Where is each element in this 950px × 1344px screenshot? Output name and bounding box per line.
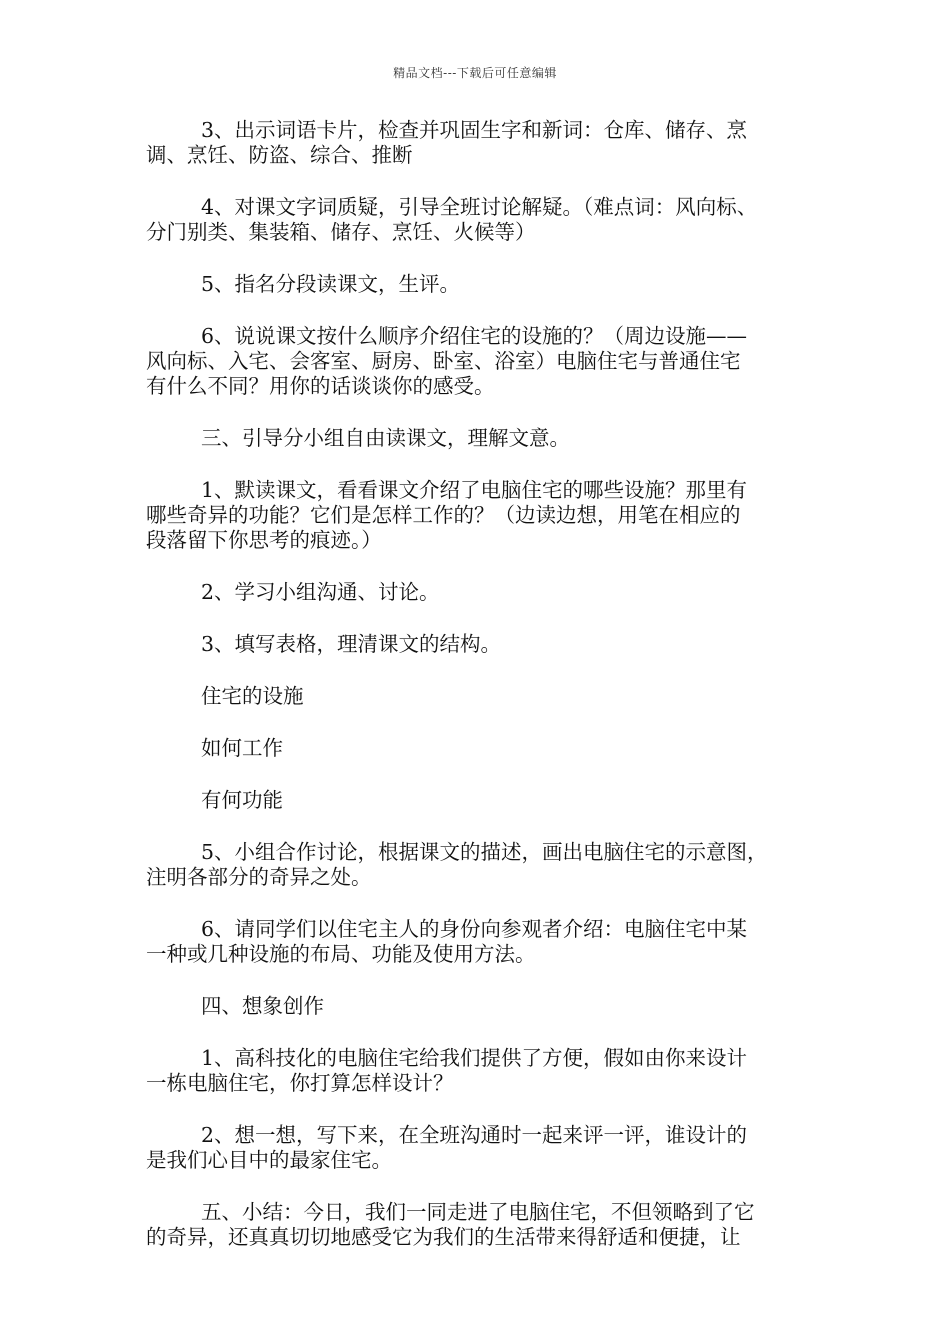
paragraph [146,478,836,553]
paragraph-line: 3、填写表格，理清课文的结构。 [201,632,502,656]
paragraph-line: 有什么不同？用你的话谈谈你的感受。 [146,374,495,398]
paragraph-line: 6、请同学们以住宅主人的身份向参观者介绍：电脑住宅中某 [201,917,748,941]
paragraph-line: 段落留下你思考的痕迹。） [146,528,382,552]
paragraph-line: 1、高科技化的电脑住宅给我们提供了方便，假如由你来设计 [201,1046,748,1070]
document-body [146,118,836,1277]
paragraph-line: 注明各部分的奇异之处。 [146,865,372,889]
paragraph [146,994,836,1019]
paragraph [146,426,836,451]
paragraph-line: 分门别类、集装箱、储存、烹饪、火候等） [146,220,536,244]
paragraph [146,580,836,605]
paragraph [146,917,836,967]
paragraph-line: 1、默读课文，看看课文介绍了电脑住宅的哪些设施？那里有 [201,478,748,502]
paragraph [146,684,836,709]
paragraph-line: 有何功能 [201,788,283,812]
paragraph-line: 5、小组合作讨论，根据课文的描述，画出电脑住宅的示意图， [201,840,768,864]
paragraph [146,736,836,761]
paragraph [146,1123,836,1173]
paragraph-line: 风向标、入宅、会客室、厨房、卧室、浴室）电脑住宅与普通住宅 [146,349,741,373]
paragraph [146,788,836,813]
page-header: 精品文档---下载后可任意编辑 [393,66,557,80]
paragraph-line: 住宅的设施 [201,684,304,708]
paragraph [146,840,836,890]
paragraph [146,632,836,657]
paragraph-line: 调、烹饪、防盗、综合、推断 [146,143,413,167]
paragraph-line: 2、学习小组沟通、讨论。 [201,580,440,604]
paragraph-line: 是我们心目中的最家住宅。 [146,1148,392,1172]
paragraph [146,1046,836,1096]
paragraph [146,118,836,168]
paragraph-line: 的奇异，还真真切切地感受它为我们的生活带来得舒适和便捷，让 [146,1225,741,1249]
paragraph [146,1200,836,1250]
paragraph [146,324,836,399]
paragraph-line: 一栋电脑住宅，你打算怎样设计？ [146,1071,454,1095]
paragraph-line: 如何工作 [201,736,283,760]
paragraph-line: 4、对课文字词质疑，引导全班讨论解疑。（难点词：风向标、 [201,195,758,219]
paragraph [146,195,836,245]
paragraph [146,272,836,297]
paragraph-line: 2、想一想，写下来，在全班沟通时一起来评一评，谁设计的 [201,1123,748,1147]
paragraph-line: 四、想象创作 [201,994,324,1018]
paragraph-line: 3、出示词语卡片，检查并巩固生字和新词：仓库、储存、烹 [201,118,748,142]
paragraph-line: 一种或几种设施的布局、功能及使用方法。 [146,942,536,966]
paragraph-line: 哪些奇异的功能？它们是怎样工作的？（边读边想，用笔在相应的 [146,503,741,527]
paragraph-line: 三、引导分小组自由读课文，理解文意。 [201,426,570,450]
paragraph-line: 6、说说课文按什么顺序介绍住宅的设施的？（周边设施—— [201,324,748,348]
paragraph-line: 5、指名分段读课文，生评。 [201,272,461,296]
paragraph-line: 五、小结：今日，我们一同走进了电脑住宅，不但领略到了它 [201,1200,755,1224]
